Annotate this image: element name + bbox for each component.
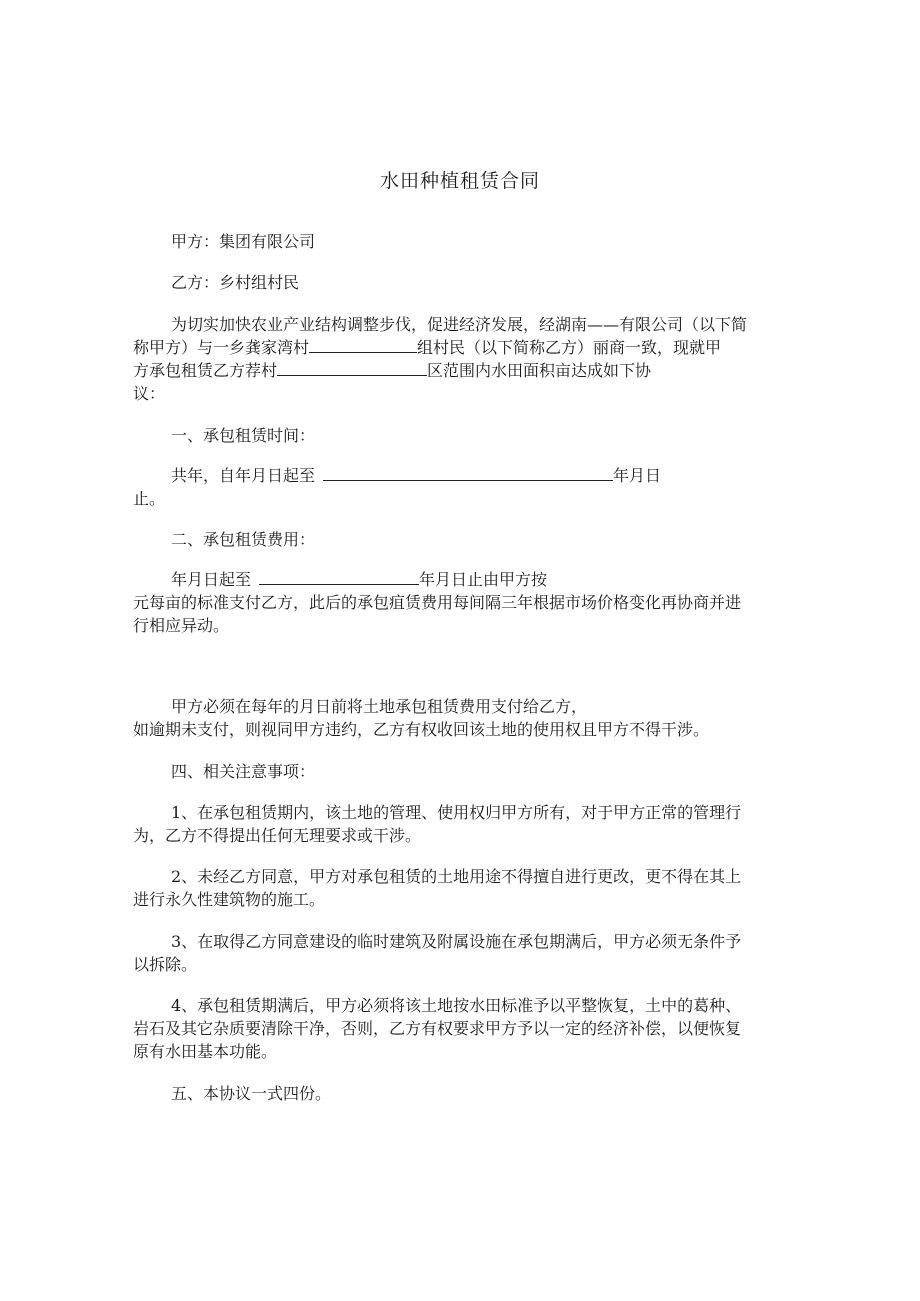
document-title: 水田种植租赁合同 xyxy=(379,170,540,192)
section-2-line-1-end: 年月日止由甲方按 xyxy=(419,570,548,589)
section-3-line-2: 如逾期未支付，则视同甲方违约，乙方有权收回该土地的使用权且甲方不得干涉。 xyxy=(133,720,710,739)
section-2-line-3: 行相应异动。 xyxy=(133,616,230,635)
section-3-line-1: 甲方必须在每年的月日前将土地承包租赁费用支付给乙方， xyxy=(171,697,588,716)
intro-line-2-end: 组村民（以下简称乙方）丽商一致，现就甲 xyxy=(417,338,722,357)
item-4-line-3: 原有水田基本功能。 xyxy=(133,1042,278,1061)
section-2-line-2: 元每亩的标准支付乙方，此后的承包疽赁费用每间隔三年根据市场价格变化再协商并进 xyxy=(133,593,742,612)
section-5-heading: 五、本协议一式四份。 xyxy=(171,1084,332,1103)
fee-start-blank xyxy=(259,570,419,585)
section-1-line-1-start: 共年，自年月日起至 xyxy=(171,466,316,485)
item-4-line-2: 岩石及其它杂质要清除干净，否则，乙方有权要求甲方予以一定的经济补偿，以便恢复 xyxy=(133,1019,742,1038)
village-blank xyxy=(309,338,417,353)
party-b-line: 乙方：乡村组村民 xyxy=(171,273,300,292)
section-1-heading: 一、承包租赁时间： xyxy=(171,426,316,445)
intro-line-3-end: 区范围内水田面积亩达成如下协 xyxy=(427,361,652,380)
item-4-line-1: 4、承包租赁期满后，甲方必须将该土地按水田标准予以平整恢复，土中的葛种、 xyxy=(171,996,742,1015)
intro-line-2-start: 称甲方）与一乡龚家湾村 xyxy=(133,338,310,357)
section-1-line-1-end: 年月日 xyxy=(613,466,662,485)
section-1-line-2: 止。 xyxy=(133,489,166,508)
area-blank xyxy=(277,361,427,376)
section-2-line-1 xyxy=(171,569,547,591)
intro-line-1: 为切实加快农业产业结构调整步伐，促进经济发展，经湖南——有限公司（以下简 xyxy=(171,315,748,334)
intro-line-3 xyxy=(133,360,651,382)
section-1-line-1 xyxy=(171,465,661,487)
item-3-line-1: 3、在取得乙方同意建设的临时建筑及附属设施在承包期满后，甲方必须无条件予 xyxy=(171,932,742,951)
item-2-line-2: 进行永久性建筑物的施工。 xyxy=(133,890,326,909)
item-1-line-2: 为，乙方不得提出任何无理要求或干涉。 xyxy=(133,826,422,845)
intro-line-3-start: 方承包租赁乙方荐村 xyxy=(133,361,278,380)
section-4-heading: 四、相关注意事项： xyxy=(171,762,316,781)
intro-line-4: 议： xyxy=(133,384,166,403)
party-a-line: 甲方：集团有限公司 xyxy=(171,232,316,251)
section-2-heading: 二、承包租赁费用： xyxy=(171,530,316,549)
term-end-blank xyxy=(323,466,613,481)
item-1-line-1: 1、在承包租赁期内，该土地的管理、使用权归甲方所有，对于甲方正常的管理行 xyxy=(171,803,742,822)
intro-line-2 xyxy=(133,337,721,359)
item-2-line-1: 2、未经乙方同意，甲方对承包租赁的土地用途不得擅自进行更改，更不得在其上 xyxy=(171,867,742,886)
section-2-line-1-start: 年月日起至 xyxy=(171,570,252,589)
item-3-line-2: 以拆除。 xyxy=(133,955,198,974)
